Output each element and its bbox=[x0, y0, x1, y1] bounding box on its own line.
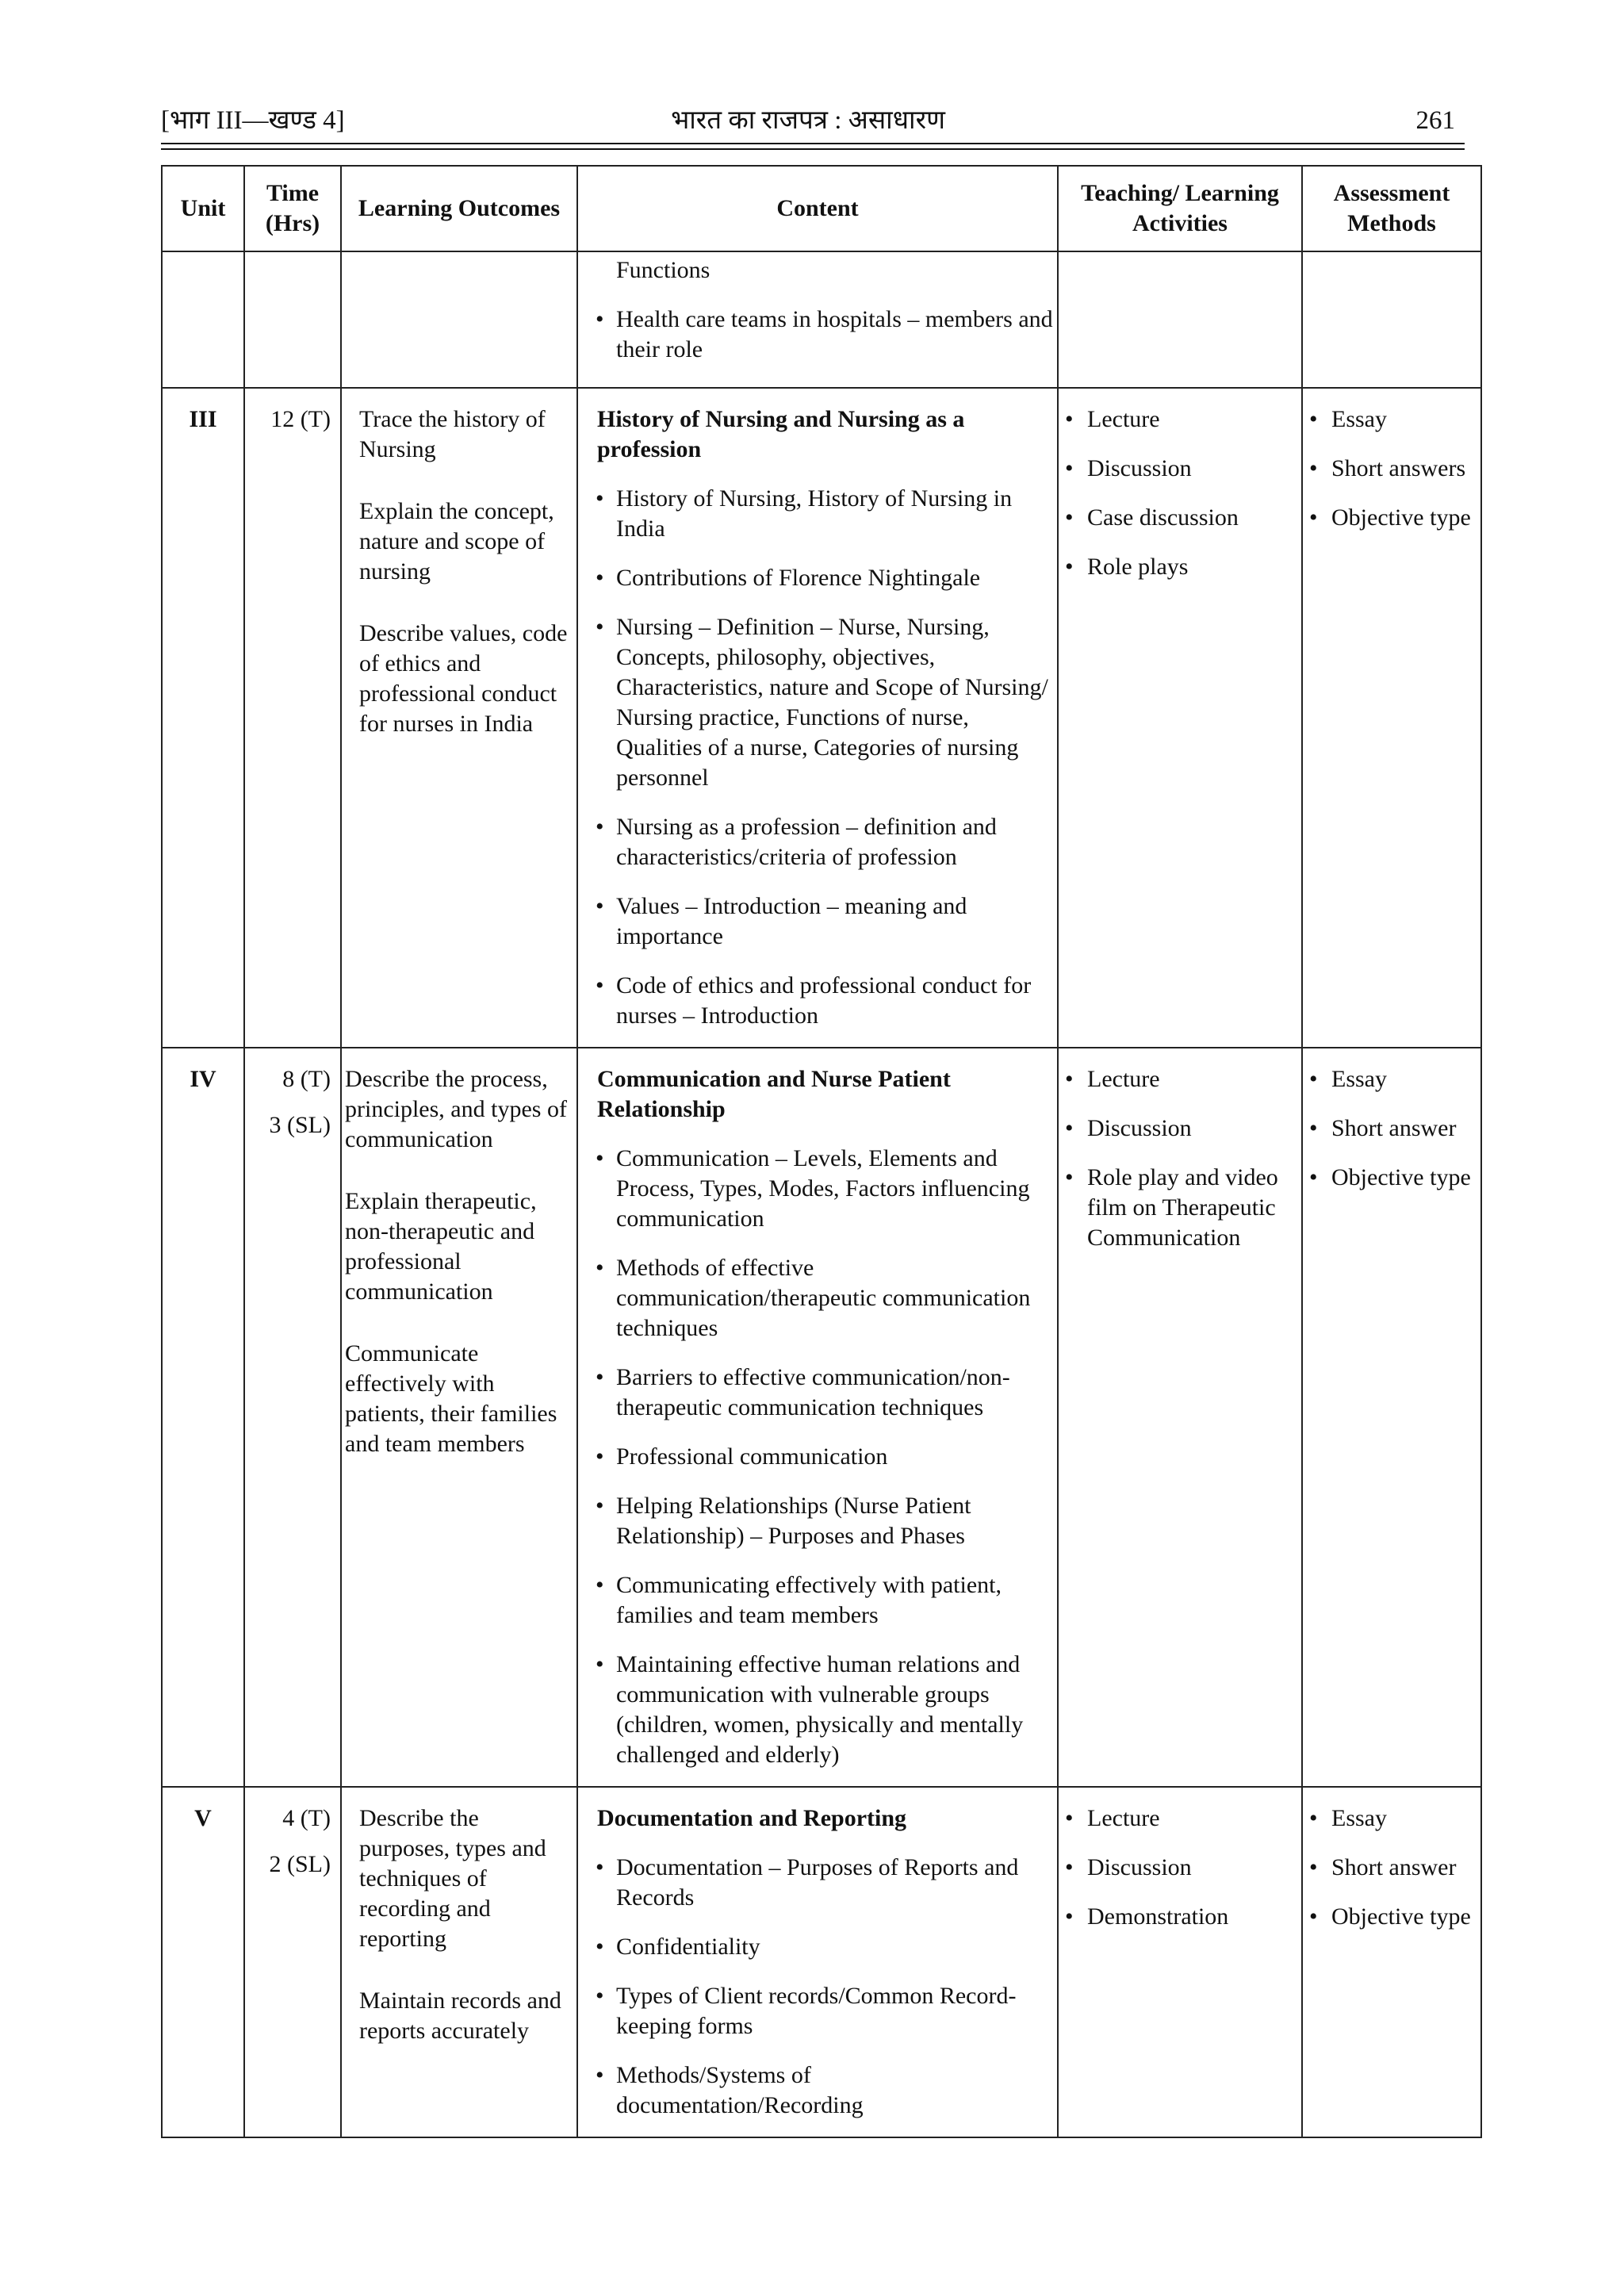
header-rule bbox=[161, 148, 1465, 150]
content-heading: Documentation and Reporting bbox=[597, 1805, 907, 1831]
content-cell bbox=[577, 1048, 1058, 1787]
outcome-item: Describe values, code of ethics and professional conduct for nurses in India bbox=[359, 620, 568, 737]
time-value: 4 (T) bbox=[282, 1805, 331, 1831]
activity-item: • Lecture bbox=[1063, 404, 1298, 435]
assessment-cell bbox=[1302, 1048, 1481, 1787]
page-number: 261 bbox=[1415, 106, 1455, 135]
col-header-unit: Unit bbox=[162, 166, 244, 251]
content-heading: Communication and Nurse Patient Relationship bbox=[597, 1066, 951, 1122]
col-header-content: Content bbox=[577, 166, 1058, 251]
outcome-item: Maintain records and reports accurately bbox=[359, 1987, 561, 2044]
activity-item: • Discussion bbox=[1063, 1853, 1298, 1883]
table-row bbox=[162, 1048, 1481, 1787]
activity-item: • Role plays bbox=[1063, 552, 1298, 582]
unit-cell: III bbox=[162, 388, 244, 1048]
table-row bbox=[162, 251, 1481, 388]
outcome-item: Explain the concept, nature and scope of nursing bbox=[359, 498, 554, 585]
content-item: • Code of ethics and professional conduct for nurses – Introduction bbox=[594, 971, 1054, 1031]
outcomes-cell bbox=[341, 388, 577, 1048]
activity-item: • Lecture bbox=[1063, 1803, 1298, 1834]
activity-item: • Role play and video film on Therapeutic Communication bbox=[1063, 1163, 1298, 1253]
content-item: • Communication – Levels, Elements and Process, Types, Modes, Factors influencing communication bbox=[594, 1144, 1054, 1234]
assessment-cell bbox=[1302, 388, 1481, 1048]
assessment-item: • Essay bbox=[1308, 1803, 1477, 1834]
gazette-title: भारत का राजपत्र : असाधारण bbox=[671, 106, 945, 135]
table-header-row bbox=[162, 166, 1481, 251]
table-row bbox=[162, 1787, 1481, 2137]
assessment-cell bbox=[1302, 251, 1481, 388]
activities-cell bbox=[1058, 1048, 1302, 1787]
activities-cell bbox=[1058, 388, 1302, 1048]
outcome-item: Communicate effectively with patients, their families and team members bbox=[345, 1340, 557, 1457]
content-item: • Types of Client records/Common Record-keeping forms bbox=[594, 1981, 1054, 2041]
outcomes-cell bbox=[341, 1048, 577, 1787]
time-value: 8 (T) bbox=[282, 1066, 331, 1092]
content-item: • Health care teams in hospitals – members and their role bbox=[594, 305, 1054, 365]
content-item: • Barriers to effective communication/non-therapeutic communication techniques bbox=[594, 1363, 1054, 1423]
content-item: • Nursing – Definition – Nurse, Nursing, Concepts, philosophy, objectives, Characteristics, nature and Scope of Nursing/ Nursing practice, Functions of nurse, Qualities of a nurse, Categories of nursing personnel bbox=[594, 612, 1054, 793]
assessment-cell bbox=[1302, 1787, 1481, 2137]
content-item: • Methods of effective communication/therapeutic communication techniques bbox=[594, 1253, 1054, 1343]
time-value: 3 (SL) bbox=[269, 1112, 331, 1138]
activities-cell bbox=[1058, 251, 1302, 388]
activity-item: • Lecture bbox=[1063, 1064, 1298, 1094]
activity-item: • Discussion bbox=[1063, 1114, 1298, 1144]
content-item: • Communicating effectively with patient, families and team members bbox=[594, 1570, 1054, 1631]
content-item: • Helping Relationships (Nurse Patient Relationship) – Purposes and Phases bbox=[594, 1491, 1054, 1551]
assessment-item: • Short answer bbox=[1308, 1114, 1477, 1144]
content-item: • Contributions of Florence Nightingale bbox=[594, 563, 1054, 593]
outcomes-cell bbox=[341, 251, 577, 388]
assessment-item: • Essay bbox=[1308, 1064, 1477, 1094]
content-continuation: Functions bbox=[616, 257, 710, 283]
content-cell bbox=[577, 388, 1058, 1048]
content-item: • Values – Introduction – meaning and importance bbox=[594, 891, 1054, 952]
assessment-item: • Short answers bbox=[1308, 454, 1477, 484]
time-cell bbox=[244, 251, 341, 388]
header-rule bbox=[161, 143, 1465, 144]
content-item: • Confidentiality bbox=[594, 1932, 1054, 1962]
col-header-assessment: Assessment Methods bbox=[1302, 166, 1481, 251]
content-item: • Nursing as a profession – definition and characteristics/criteria of profession bbox=[594, 812, 1054, 872]
outcome-item: Describe the purposes, types and techniques of recording and reporting bbox=[359, 1805, 546, 1952]
time-cell bbox=[244, 1787, 341, 2137]
time-value: 2 (SL) bbox=[269, 1851, 331, 1877]
unit-cell: IV bbox=[162, 1048, 244, 1787]
time-value: 12 (T) bbox=[270, 406, 331, 432]
activity-item: • Demonstration bbox=[1063, 1902, 1298, 1932]
activity-item: • Case discussion bbox=[1063, 503, 1298, 533]
col-header-activities: Teaching/ Learning Activities bbox=[1058, 166, 1302, 251]
page-header bbox=[161, 98, 1455, 143]
outcome-item: Explain therapeutic, non-therapeutic and professional communication bbox=[345, 1188, 537, 1305]
activities-cell bbox=[1058, 1787, 1302, 2137]
assessment-item: • Essay bbox=[1308, 404, 1477, 435]
activity-item: • Discussion bbox=[1063, 454, 1298, 484]
outcome-item: Describe the process, principles, and types of communication bbox=[345, 1066, 567, 1152]
content-heading: History of Nursing and Nursing as a profession bbox=[597, 406, 965, 462]
assessment-item: • Short answer bbox=[1308, 1853, 1477, 1883]
table-row bbox=[162, 388, 1481, 1048]
assessment-item: • Objective type bbox=[1308, 503, 1477, 533]
assessment-item: • Objective type bbox=[1308, 1902, 1477, 1932]
content-item: • Methods/Systems of documentation/Recording bbox=[594, 2060, 1054, 2121]
time-cell bbox=[244, 388, 341, 1048]
content-item: • Professional communication bbox=[594, 1442, 1054, 1472]
unit-cell: V bbox=[162, 1787, 244, 2137]
content-item: • Maintaining effective human relations and communication with vulnerable groups (children, women, physically and mentally challenged and elderly) bbox=[594, 1650, 1054, 1770]
unit-cell bbox=[162, 251, 244, 388]
content-cell bbox=[577, 1787, 1058, 2137]
section-label: [भाग III—खण्ड 4] bbox=[161, 106, 345, 135]
content-item: • Documentation – Purposes of Reports and Records bbox=[594, 1853, 1054, 1913]
time-cell bbox=[244, 1048, 341, 1787]
col-header-outcomes: Learning Outcomes bbox=[341, 166, 577, 251]
outcome-item: Trace the history of Nursing bbox=[359, 406, 546, 462]
content-cell bbox=[577, 251, 1058, 388]
content-item: • History of Nursing, History of Nursing in India bbox=[594, 484, 1054, 544]
assessment-item: • Objective type bbox=[1308, 1163, 1477, 1193]
col-header-time: Time (Hrs) bbox=[244, 166, 341, 251]
outcomes-cell bbox=[341, 1787, 577, 2137]
curriculum-table bbox=[161, 165, 1482, 2138]
